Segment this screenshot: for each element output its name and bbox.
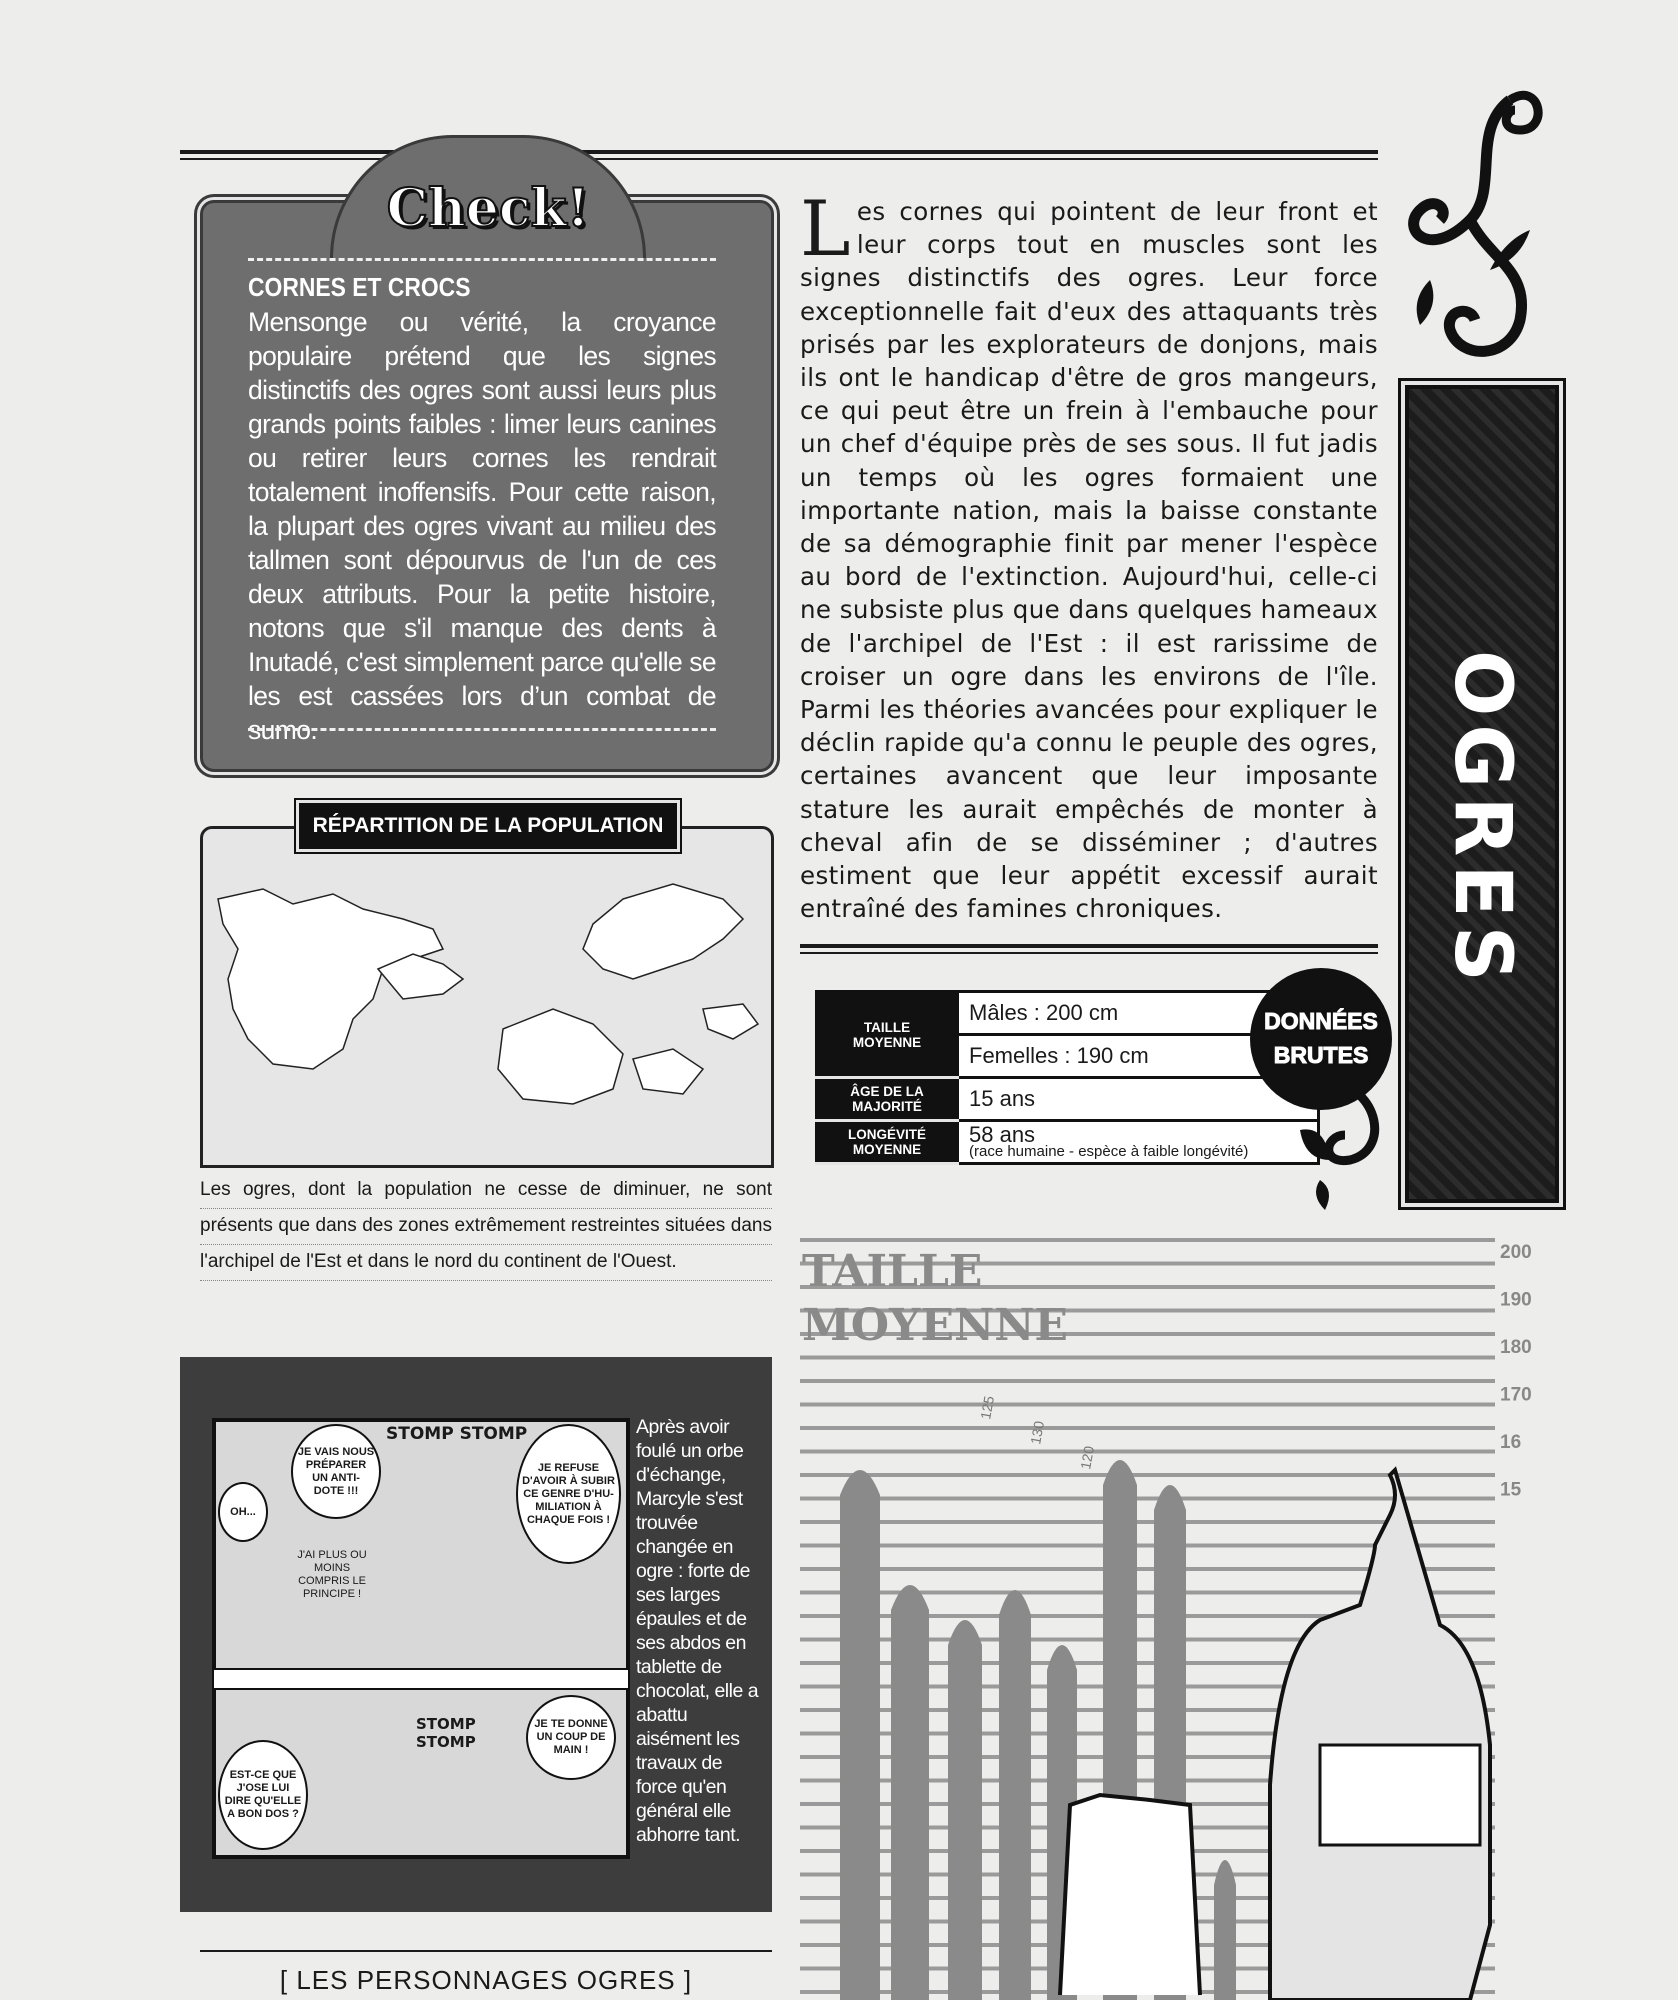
article-text: es cornes qui pointent de leur front et leur corps tout en muscles sont les signes distinctifs des ogres. Leur force exceptionnelle fait d'eux des attaquants très prisés par les explorateurs de donjons, mais ils ont le handicap d'être de gros mangeurs, ce qui peut être un frein à l'embauche pour un chef d'équipe près de ses sous. Il fut jadis un temps où les ogres formaient une importante nation, mais la baisse constante de sa démographie finit par mener l'espèce au bord de l'extinction. Aujourd'hui, celle-ci ne subsiste plus que dans quelques hameaux de l'archipel de l'Est : il est rarissime de croiser un ogre dans les environs de l'île. Parmi les théories avancées pour expliquer le déclin rapide qu'a connu le peuple des ogres, certaines avancent que leur imposante stature les aurait empêchés de monter à cheval afin de se disséminer ; d'autres estiment que leur appétit excessif aurait entraîné des famines chroniques. [800, 197, 1378, 924]
stats-table [815, 990, 1320, 1165]
divider [200, 1280, 772, 1281]
tick-label: 15 [1500, 1479, 1522, 1501]
table-row [817, 1078, 1319, 1121]
figure-shorts [1060, 1795, 1200, 1995]
section-title: [ LES PERSONNAGES OGRES ] [279, 1965, 693, 1995]
divider [248, 258, 716, 261]
top-rule [180, 150, 1378, 154]
chart-title-line: TAILLE [802, 1246, 983, 1297]
drop-cap: L [800, 184, 851, 273]
table-row [817, 1121, 1319, 1164]
flourish-ornament-icon [1390, 70, 1550, 370]
article-rule [800, 944, 1378, 948]
speech-bubble: OH... [218, 1482, 268, 1542]
row-value: 15 ans [958, 1078, 1319, 1121]
silhouette [1214, 1860, 1236, 2000]
check-text: Mensonge ou vérité, la croyance populaire prétend que les signes distinctifs des ogres sont aussi leurs plus grands points faibles : limer leurs canines ou retirer leurs cornes les rendrait totalement inoffensifs. Pour cette raison, la plupart des ogres vivant au milieu des tallmen sont dépourvus de l'un de ces deux attributs. Pour la petite histoire, notons que s'il manque des dents à Inutadé, c'est simplement parce qu'elle se les est cassées lors d’un combat de sumo. [248, 307, 716, 745]
manga-excerpt [212, 1418, 630, 1859]
speech-bubble: JE REFUSE D'AVOIR À SUBIR CE GENRE D'HU-MILIATION À CHAQUE FOIS ! [516, 1424, 621, 1564]
silhouette [891, 1585, 929, 2000]
sound-effect: STOMP STOMP [386, 1424, 528, 1444]
ogre-figure [1270, 1470, 1490, 2000]
row-label: LONGÉVITÉ MOYENNE [817, 1121, 958, 1164]
row-value: Mâles : 200 cm [958, 992, 1319, 1035]
chart-title-line: MOYENNE [802, 1300, 1068, 1351]
silhouette [840, 1470, 880, 2000]
check-title: Check! [386, 178, 590, 239]
comic-panel [214, 1420, 628, 1670]
tick-label: 170 [1500, 1384, 1532, 1406]
row-label: TAILLE MOYENNE [817, 992, 958, 1078]
row-value-cell [958, 1121, 1319, 1164]
row-value: Femelles : 190 cm [958, 1035, 1319, 1078]
silhouette [999, 1590, 1031, 2000]
speech-bubble: JE TE DONNE UN COUP DE MAIN ! [526, 1695, 616, 1780]
sound-effect: STOMP STOMP [416, 1715, 476, 1751]
badge-line: BRUTES [1273, 1042, 1369, 1068]
table-row [817, 992, 1319, 1035]
speech-bubble: J'AI PLUS OU MOINS COMPRIS LE PRINCIPE ! [297, 1548, 367, 1600]
row-label: ÂGE DE LA MAJORITÉ [817, 1078, 958, 1121]
manga-caption: Après avoir foulé un orbe d'échange, Marcyle s'est trouvée changée en ogre : forte de ses larges épaules et de ses abdos en tablette de chocolat, elle a abattu aisément les travaux de force qu'en général elle abhorre tant. [636, 1416, 759, 1846]
divider [248, 728, 716, 731]
population-map [200, 826, 774, 1168]
article-body [800, 184, 1378, 925]
silhouette [948, 1620, 982, 2000]
banner-title: OGRES [1437, 650, 1527, 990]
speech-bubble: EST-CE QUE J'OSE LUI DIRE QU'ELLE A BON DOS ? [218, 1740, 308, 1850]
speech-bubble: JE VAIS NOUS PRÉPARER UN ANTI-DOTE !!! [291, 1424, 381, 1519]
comic-panel [214, 1688, 628, 1857]
row-value: 58 ans [969, 1122, 1036, 1147]
check-heading: CORNES ET CROCS [248, 272, 471, 302]
tick-label: 16 [1500, 1432, 1522, 1453]
sketch-mark: 125 [977, 1394, 998, 1421]
map-landmass-icon [203, 829, 771, 1165]
map-title: RÉPARTITION DE LA POPULATION [296, 800, 680, 852]
article-rule-thin [800, 952, 1378, 954]
top-rule-thin [180, 158, 1378, 160]
flourish-ornament-icon [1290, 1070, 1400, 1210]
sketch-mark: 120 [1077, 1444, 1098, 1471]
figure-shorts [1320, 1745, 1480, 1845]
tick-label: 200 [1500, 1242, 1532, 1263]
tick-label: 180 [1500, 1337, 1532, 1358]
chart-title [802, 1245, 1068, 1353]
sketch-mark: 130 [1027, 1419, 1048, 1446]
row-note: (race humaine - espèce à faible longévité) [969, 1143, 1249, 1160]
bottom-rule [200, 1950, 772, 1952]
map-caption: Les ogres, dont la population ne cesse de diminuer, ne sont présents que dans des zones extrêmement restreintes situées dans l'archipel de l'Est et dans le nord du continent de l'Ouest. [200, 1179, 772, 1272]
badge-line: DONNÉES [1264, 1008, 1378, 1034]
tick-label: 190 [1500, 1289, 1532, 1311]
